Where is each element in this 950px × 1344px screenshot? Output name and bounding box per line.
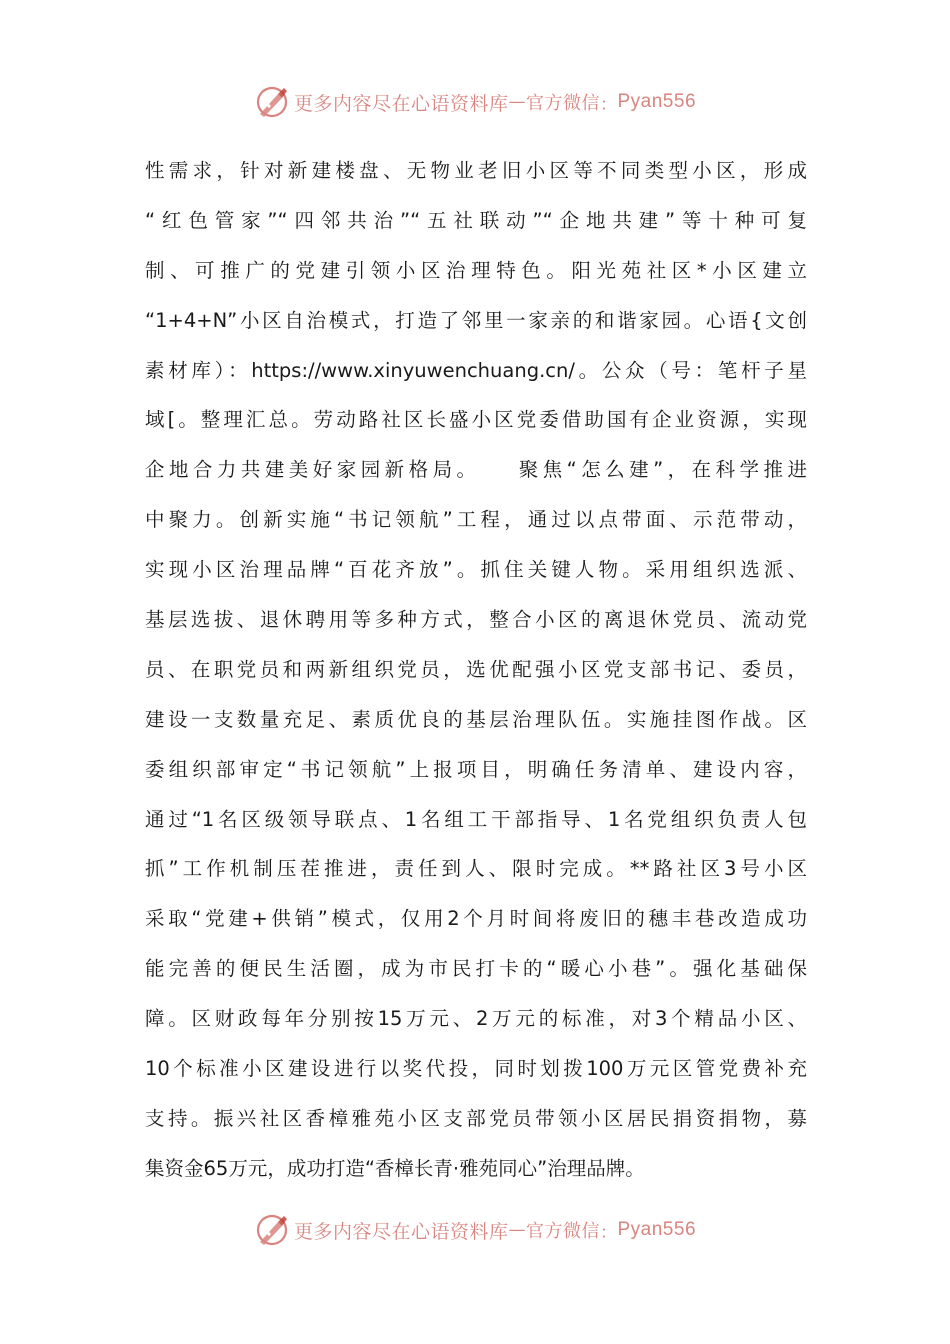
- footer-banner: [0, 1208, 950, 1252]
- header-wechat-id: Pyan556: [617, 91, 697, 112]
- header-separator: ：: [600, 94, 618, 115]
- text-line: 中聚力。创新实施“书记领航”工程，通过以点带面、示范带动，: [145, 508, 807, 532]
- footer-brand-text: 更多内容尽在心语资料库: [293, 1220, 509, 1243]
- text-line: 10个标准小区建设进行以奖代投，同时划拨100万元区管党费补充: [145, 1057, 807, 1081]
- text-line: 企地合力共建美好家园新格局。 聚焦“怎么建”，在科学推进: [145, 458, 807, 482]
- text-line: 制、可推广的党建引领小区治理特色。阳光苑社区*小区建立: [145, 258, 807, 282]
- footer-separator: ：: [600, 1222, 618, 1243]
- text-line: 素材库）：https://www.xinyuwenchuang.cn/。公众（号：笔杆子星: [145, 358, 807, 382]
- text-line: 通过“1名区级领导联点、1名组工干部指导、1名党组织负责人包: [145, 807, 807, 831]
- footer-wechat-id: Pyan556: [617, 1219, 697, 1240]
- text-line: “1+4+N”小区自治模式，打造了邻里一家亲的和谐家园。心语{文创: [145, 308, 807, 332]
- text-line: 能完善的便民生活圈，成为市民打卡的“暖心小巷”。强化基础保: [145, 957, 807, 981]
- header-dash: —: [508, 92, 526, 112]
- text-line: 采取“党建+供销”模式，仅用2个月时间将废旧的穗丰巷改造成功: [145, 907, 807, 931]
- text-line: 基层选拔、退休聘用等多种方式，整合小区的离退休党员、流动党: [145, 608, 807, 632]
- header-brand-text: 更多内容尽在心语资料库: [293, 92, 509, 115]
- text-line: 建设一支数量充足、素质优良的基层治理队伍。实施挂图作战。区: [145, 707, 807, 731]
- header-banner: [0, 80, 950, 124]
- text-line: 抓”工作机制压茬推进，责任到人、限时完成。**路社区3号小区: [145, 857, 807, 881]
- text-line: 域[。整理汇总。劳动路社区长盛小区党委借助国有企业资源，实现: [145, 408, 807, 432]
- text-line: 性需求，针对新建楼盘、无物业老旧小区等不同类型小区，形成: [145, 159, 807, 182]
- document-body: [145, 146, 807, 1194]
- text-line: 支持。振兴社区香樟雅苑小区支部党员带领小区居民捐资捐物，募: [145, 1106, 807, 1130]
- text-line: 委组织部审定“书记领航”上报项目，明确任务清单、建设内容，: [145, 757, 807, 781]
- text-line: 集资金65万元，成功打造“香樟长青·雅苑同心”治理品牌。: [145, 1156, 645, 1180]
- header-wechat-label: 官方微信: [526, 93, 600, 114]
- footer-dash: —: [508, 1220, 526, 1240]
- pen-nib-logo-icon: [254, 84, 290, 120]
- text-line: “红色管家”“四邻共治”“五社联动”“企地共建”等十种可复: [145, 208, 807, 232]
- text-line: 员、在职党员和两新组织党员，选优配强小区党支部书记、委员，: [145, 657, 807, 681]
- pen-nib-logo-icon: [254, 1212, 290, 1248]
- footer-wechat-label: 官方微信: [526, 1221, 600, 1242]
- text-line: 实现小区治理品牌“百花齐放”。抓住关键人物。采用组织选派、: [145, 558, 807, 582]
- text-line: 障。区财政每年分别按15万元、2万元的标准，对3个精品小区、: [145, 1007, 807, 1031]
